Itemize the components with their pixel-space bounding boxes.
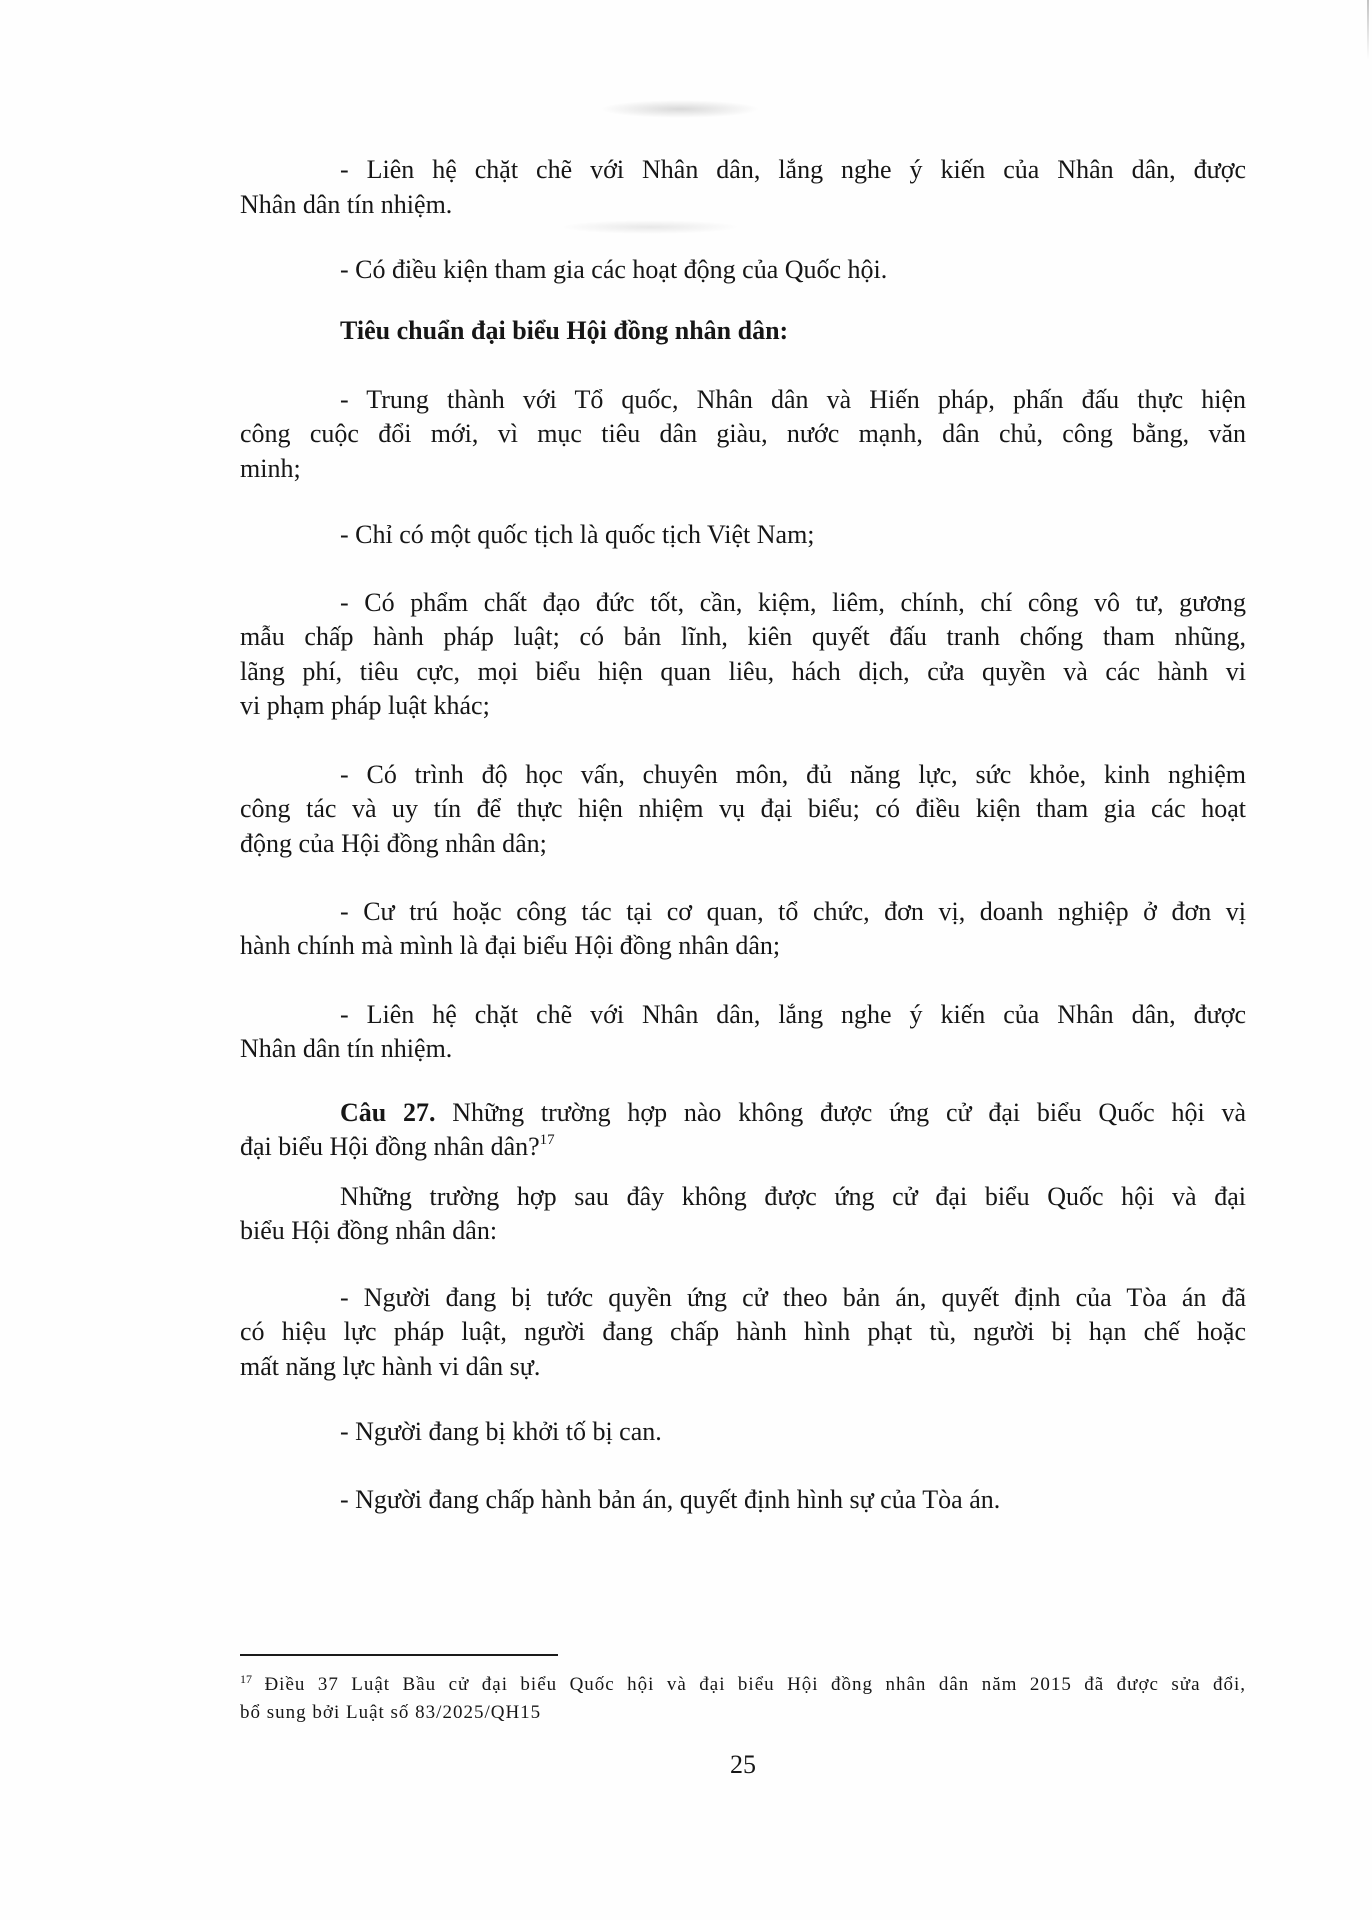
text-line: có hiệu lực pháp luật, người đang chấp hành hình phạt tù, người bị hạn chế hoặc	[240, 1317, 1246, 1346]
question-label: Câu 27.	[340, 1097, 436, 1127]
paragraph	[240, 758, 1246, 862]
text-line: - Có điều kiện tham gia các hoạt động của Quốc hội.	[340, 255, 888, 284]
text-line: - Có phẩm chất đạo đức tốt, cần, kiệm, liêm, chính, chí công vô tư, gương	[340, 587, 1246, 617]
text-line: công cuộc đổi mới, vì mục tiêu dân giàu, nước mạnh, dân chủ, công bằng, văn	[240, 419, 1246, 448]
question-paragraph	[240, 1096, 1246, 1165]
paragraph	[240, 895, 1246, 964]
body-text	[240, 153, 1246, 1517]
section-heading	[240, 314, 1246, 349]
text-line: - Người đang bị khởi tố bị can.	[340, 1416, 662, 1446]
paragraph	[240, 586, 1246, 724]
question-text: Những trường hợp nào không được ứng cử đại biểu Quốc hội và	[452, 1097, 1246, 1127]
footnote-line: bổ sung bởi Luật số 83/2025/QH15	[240, 1702, 542, 1723]
text-line: Những trường hợp sau đây không được ứng cử đại biểu Quốc hội và đại	[340, 1181, 1246, 1211]
text-line	[240, 1130, 1246, 1165]
paragraph	[240, 1483, 1246, 1518]
text-line: công tác và uy tín để thực hiện nhiệm vụ đại biểu; có điều kiện tham gia các hoạt	[240, 794, 1246, 823]
text-line: - Người đang chấp hành bản án, quyết định hình sự của Tòa án.	[340, 1484, 1001, 1514]
text-line: lãng phí, tiêu cực, mọi biểu hiện quan liêu, hách dịch, cửa quyền và các hành vi	[240, 656, 1246, 686]
paragraph	[240, 518, 1246, 553]
paragraph	[240, 253, 1246, 288]
paragraph	[240, 383, 1246, 487]
text-line: mất năng lực hành vi dân sự.	[240, 1351, 541, 1381]
text-line: Nhân dân tín nhiệm.	[240, 189, 453, 219]
text-line: biểu Hội đồng nhân dân:	[240, 1216, 498, 1245]
page-number: 25	[730, 1750, 756, 1779]
question-text: đại biểu Hội đồng nhân dân?	[240, 1132, 540, 1161]
text-line: - Trung thành với Tổ quốc, Nhân dân và Hiến pháp, phấn đấu thực hiện	[340, 384, 1246, 414]
footnote-text: Điều 37 Luật Bầu cử đại biểu Quốc hội và đại biểu Hội đồng nhân dân năm 2015 đã được sửa đổi,	[264, 1674, 1247, 1695]
footnote	[240, 1671, 1246, 1727]
text-line: động của Hội đồng nhân dân;	[240, 828, 547, 858]
scan-smudge	[600, 100, 760, 118]
text-line: - Người đang bị tước quyền ứng cử theo bản án, quyết định của Tòa án đã	[340, 1282, 1246, 1312]
footnote-reference[interactable]: 17	[539, 1132, 555, 1148]
footnote-divider	[240, 1654, 558, 1656]
text-line	[240, 1096, 1246, 1131]
text-line: - Có trình độ học vấn, chuyên môn, đủ năng lực, sức khỏe, kinh nghiệm	[340, 759, 1246, 789]
scan-edge	[1367, 0, 1369, 60]
text-line: Tiêu chuẩn đại biểu Hội đồng nhân dân:	[340, 315, 789, 345]
text-line: - Cư trú hoặc công tác tại cơ quan, tổ chức, đơn vị, doanh nghiệp ở đơn vị	[340, 896, 1246, 926]
text-line: Nhân dân tín nhiệm.	[240, 1034, 453, 1063]
text-line: mẫu chấp hành pháp luật; có bản lĩnh, kiên quyết đấu tranh chống tham nhũng,	[240, 622, 1246, 651]
paragraph	[240, 998, 1246, 1067]
text-line: minh;	[240, 453, 301, 483]
footnote-marker: 17	[240, 1672, 252, 1686]
text-line: hành chính mà mình là đại biểu Hội đồng nhân dân;	[240, 931, 781, 960]
paragraph	[240, 1281, 1246, 1385]
paragraph	[240, 1180, 1246, 1249]
paragraph	[240, 1415, 1246, 1450]
text-line: vi phạm pháp luật khác;	[240, 691, 490, 720]
text-line: - Liên hệ chặt chẽ với Nhân dân, lắng nghe ý kiến của Nhân dân, được	[340, 999, 1246, 1029]
text-line: - Liên hệ chặt chẽ với Nhân dân, lắng nghe ý kiến của Nhân dân, được	[340, 155, 1246, 184]
footnote-line	[240, 1671, 1246, 1699]
paragraph	[240, 153, 1246, 222]
text-line: - Chỉ có một quốc tịch là quốc tịch Việt Nam;	[340, 519, 815, 549]
